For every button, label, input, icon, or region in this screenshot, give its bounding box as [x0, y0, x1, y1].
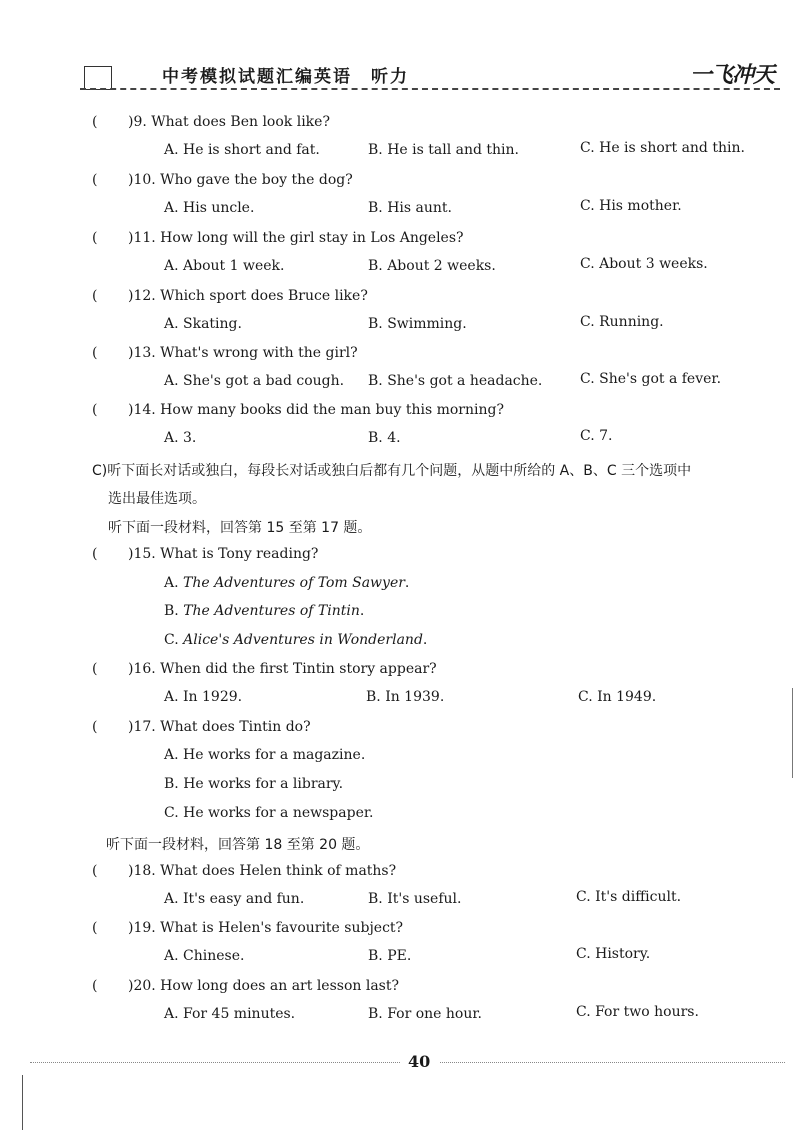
answer-paren: (	[92, 863, 98, 879]
group-instruction-2: 听下面一段材料，回答第 18 至第 20 题。	[106, 837, 370, 853]
question-stem: )16. When did the first Tintin story appear?	[128, 661, 437, 677]
option-suffix: .	[404, 575, 410, 591]
answer-paren: (	[92, 719, 98, 735]
option-b: B. PE.	[368, 948, 412, 964]
option-c: C. For two hours.	[576, 1004, 699, 1020]
option-suffix: .	[422, 632, 428, 648]
question-9	[92, 114, 330, 130]
option-c: C. About 3 weeks.	[580, 256, 708, 272]
brand-logo: 一飞冲天	[689, 63, 774, 88]
option-b: B. 4.	[368, 430, 401, 446]
section-c-instruction-cont: 选出最佳选项。	[108, 491, 206, 507]
answer-paren: (	[92, 288, 98, 304]
option-a: A. For 45 minutes.	[164, 1006, 296, 1022]
option-b: B. She's got a headache.	[368, 373, 543, 389]
question-19	[92, 920, 403, 936]
book-title: Alice's Adventures in Wonderland	[183, 632, 423, 648]
option-b: B. About 2 weeks.	[368, 258, 496, 274]
option-b: B. He works for a library.	[164, 776, 344, 792]
answer-paren: (	[92, 978, 98, 994]
question-16	[92, 661, 437, 677]
option-a	[164, 575, 409, 591]
option-a: A. He is short and fat.	[164, 142, 320, 158]
question-stem: )17. What does Tintin do?	[128, 719, 311, 735]
option-c: C. It's difficult.	[576, 889, 682, 905]
option-a: A. Skating.	[164, 316, 242, 332]
option-suffix: .	[359, 603, 365, 619]
option-b: B. Swimming.	[368, 316, 467, 332]
option-a: A. Chinese.	[164, 948, 245, 964]
question-10	[92, 172, 353, 188]
question-stem: )14. How many books did the man buy this morning?	[128, 402, 504, 418]
option-a: A. It's easy and fun.	[164, 891, 305, 907]
question-18	[92, 863, 396, 879]
question-12	[92, 288, 368, 304]
option-b: B. His aunt.	[368, 200, 452, 216]
question-20	[92, 978, 399, 994]
question-stem: )12. Which sport does Bruce like?	[128, 288, 368, 304]
question-stem: )9. What does Ben look like?	[128, 114, 330, 130]
option-a: A. She's got a bad cough.	[164, 373, 345, 389]
option-b	[164, 603, 364, 619]
answer-paren: (	[92, 114, 98, 130]
question-15	[92, 546, 318, 562]
option-a: A. He works for a magazine.	[164, 747, 366, 763]
question-stem: )18. What does Helen think of maths?	[128, 863, 397, 879]
question-stem: )15. What is Tony reading?	[128, 546, 319, 562]
answer-paren: (	[92, 402, 98, 418]
answer-paren: (	[92, 345, 98, 361]
footer-divider-left	[30, 1062, 400, 1063]
answer-paren: (	[92, 230, 98, 246]
section-c-instruction: C)听下面长对话或独白，每段长对话或独白后都有几个问题，从题中所给的 A、B、C 三个选项中	[92, 463, 692, 479]
option-c: C. Running.	[580, 314, 664, 330]
question-stem: )20. How long does an art lesson last?	[128, 978, 399, 994]
answer-paren: (	[92, 546, 98, 562]
question-13	[92, 345, 358, 361]
option-c: C. His mother.	[580, 198, 682, 214]
group-instruction-1: 听下面一段材料，回答第 15 至第 17 题。	[108, 520, 372, 536]
option-c: C. She's got a fever.	[580, 371, 722, 387]
option-c: C. He is short and thin.	[580, 140, 745, 156]
question-stem: )10. Who gave the boy the dog?	[128, 172, 353, 188]
option-b: B. In 1939.	[366, 689, 445, 705]
answer-paren: (	[92, 920, 98, 936]
option-a: A. 3.	[164, 430, 197, 446]
scan-edge-line	[792, 688, 793, 778]
question-stem: )13. What's wrong with the girl?	[128, 345, 358, 361]
book-title: The Adventures of Tintin	[183, 603, 360, 619]
option-label: B.	[164, 603, 184, 619]
option-b: B. He is tall and thin.	[368, 142, 519, 158]
option-c: C. He works for a newspaper.	[164, 805, 374, 821]
option-label: C.	[164, 632, 184, 648]
publisher-logo	[84, 66, 112, 90]
binding-margin-line	[22, 1075, 23, 1130]
question-14	[92, 402, 504, 418]
book-title: The Adventures of Tom Sawyer	[183, 575, 405, 591]
option-b: B. It's useful.	[368, 891, 462, 907]
answer-paren: (	[92, 661, 98, 677]
question-stem: )11. How long will the girl stay in Los Angeles?	[128, 230, 464, 246]
page-header	[80, 58, 780, 94]
option-c: C. In 1949.	[578, 689, 657, 705]
option-c: C. 7.	[580, 428, 613, 444]
option-a: A. His uncle.	[164, 200, 255, 216]
header-title: 中考模拟试题汇编英语 听力	[162, 67, 409, 87]
option-a: A. About 1 week.	[164, 258, 285, 274]
header-divider	[80, 88, 780, 90]
option-c	[164, 632, 427, 648]
question-stem: )19. What is Helen's favourite subject?	[128, 920, 404, 936]
footer-divider-right	[440, 1062, 785, 1063]
answer-paren: (	[92, 172, 98, 188]
option-c: C. History.	[576, 946, 651, 962]
option-label: A.	[164, 575, 184, 591]
page-number: 40	[408, 1052, 431, 1071]
question-11	[92, 230, 464, 246]
option-a: A. In 1929.	[164, 689, 243, 705]
option-b: B. For one hour.	[368, 1006, 482, 1022]
question-17	[92, 719, 311, 735]
